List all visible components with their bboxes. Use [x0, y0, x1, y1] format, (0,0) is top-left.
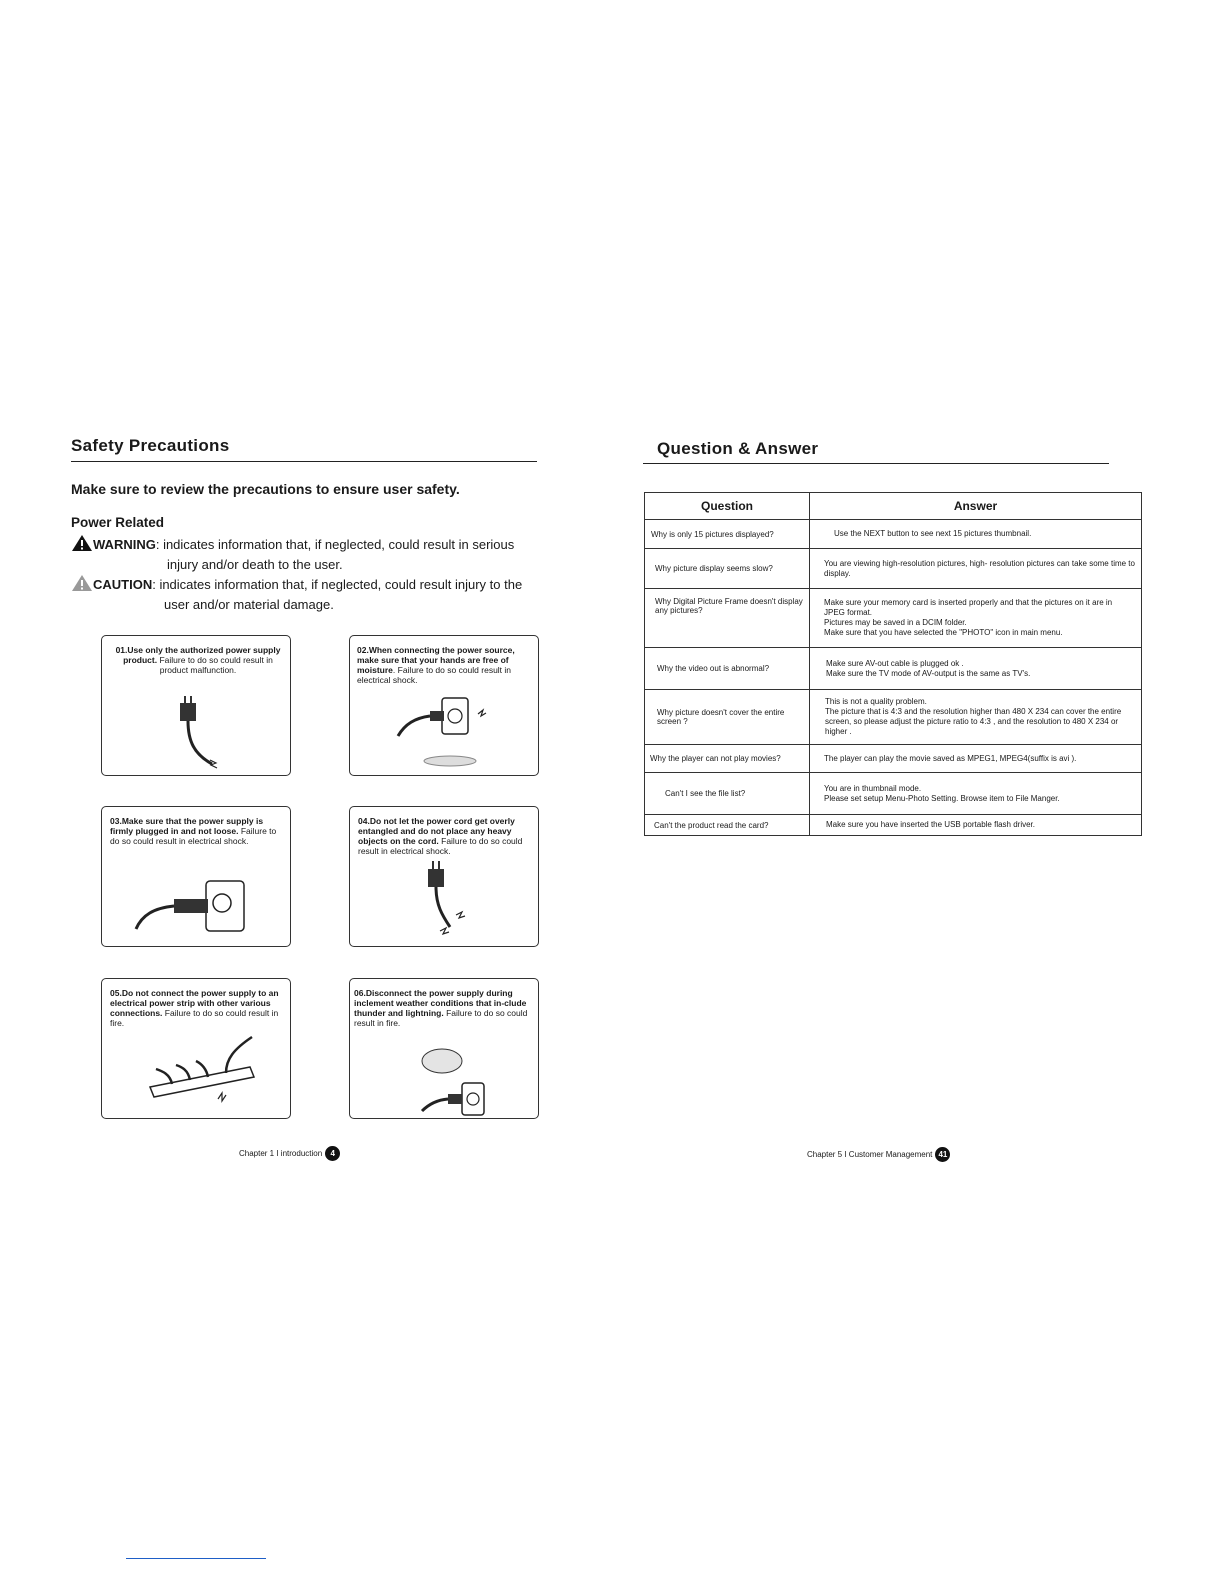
caution-label: CAUTION [93, 577, 153, 592]
safety-box-2 [349, 635, 539, 776]
safety-box-3 [101, 806, 291, 947]
answer-cell: Make sure AV-out cable is plugged ok . Make sure the TV mode of AV-output is the same as TV's. [810, 648, 1142, 690]
answer-cell: Use the NEXT button to see next 15 pictures thumbnail. [810, 520, 1142, 549]
box-1-rest: Failure to do so could result in product malfunction. [157, 655, 273, 675]
box-4-rest: Failure to do so could result in electrical shock. [358, 836, 523, 856]
warning-label: WARNING [93, 537, 156, 552]
question-cell: Why is only 15 pictures displayed? [645, 520, 810, 549]
table-row [645, 690, 1142, 745]
caution-line2: user and/or material damage. [164, 597, 334, 612]
right-page-number: 41 [935, 1147, 950, 1162]
box-3-lead: 03.Make sure that the power supply is firmly plugged in and not loose. [110, 816, 264, 836]
question-cell: Can't the product read the card? [645, 815, 810, 836]
left-page-number: 4 [325, 1146, 340, 1161]
box-1-lead: 01.Use only the authorized power supply product. [115, 645, 281, 665]
answer-cell: Make sure you have inserted the USB portable flash driver. [810, 815, 1142, 836]
warning-line1: : indicates information that, if neglected, could result in serious [155, 537, 515, 552]
right-page-title: Question & Answer [657, 439, 819, 458]
left-footer [239, 1146, 340, 1161]
subheading-power: Power Related [71, 515, 165, 530]
question-cell: Why the player can not play movies? [645, 745, 810, 773]
box-6-rest: Failure to do so could result in fire. [354, 1008, 528, 1028]
warning-line2: injury and/or death to the user. [167, 557, 343, 572]
question-cell: Why the video out is abnormal? [645, 648, 810, 690]
question-header: Question [645, 493, 810, 520]
table-row [645, 589, 1142, 648]
safety-box-5 [101, 978, 291, 1119]
question-cell: Why picture display seems slow? [645, 549, 810, 589]
answer-cell: Make sure your memory card is inserted properly and that the pictures on it are in JPEG format. Pictures may be saved in a DCIM folder. Make sure that you have selected the "PHOTO" icon in main menu. [810, 589, 1142, 648]
table-row [645, 745, 1142, 773]
left-footer-text: Chapter 1 I introduction [239, 1149, 323, 1158]
box-2-rest: . Failure to do so could result in electrical shock. [357, 665, 512, 685]
blue-underline [126, 1558, 266, 1559]
qa-header-row [645, 493, 1142, 520]
answer-header: Answer [810, 493, 1142, 520]
safety-box-4 [349, 806, 539, 947]
safety-box-1 [101, 635, 291, 776]
table-row [645, 773, 1142, 815]
safety-box-6 [349, 978, 539, 1119]
qa-table [644, 492, 1142, 836]
caution-icon [71, 574, 93, 592]
answer-cell: This is not a quality problem. The picture that is 4:3 and the resolution higher than 480 X 234 can cover the entire screen, so please adjust the picture ratio to 4:3 , and the resolution to 480 X 234 or higher . [810, 690, 1142, 745]
answer-cell: You are in thumbnail mode. Please set setup Menu-Photo Setting. Browse item to File Manger. [810, 773, 1142, 815]
right-footer-text: Chapter 5 I Customer Management [807, 1150, 933, 1159]
box-5-rest: Failure to do so could result in fire. [110, 1008, 279, 1028]
box-5-lead: 05.Do not connect the power supply to an electrical power strip with other various connections. [110, 988, 279, 1018]
question-cell: Why Digital Picture Frame doesn't display any pictures? [645, 589, 810, 648]
box-4-lead: 04.Do not let the power cord get overly entangled and do not place any heavy objects on the cord. [358, 816, 515, 846]
left-title-rule [71, 461, 537, 462]
right-footer [807, 1147, 950, 1162]
question-cell: Why picture doesn't cover the entire screen ? [645, 690, 810, 745]
table-row [645, 549, 1142, 589]
intro-text: Make sure to review the precautions to ensure user safety. [71, 481, 460, 497]
right-title-rule [643, 463, 1109, 464]
table-row [645, 815, 1142, 836]
left-page-title: Safety Precautions [71, 436, 230, 455]
caution-notice [71, 574, 571, 615]
box-3-rest: Failure to do so could result in electrical shock. [110, 826, 277, 846]
box-6-lead: 06.Disconnect the power supply during inclement weather conditions that in-clude thunder and lightning. [354, 988, 527, 1018]
answer-cell: The player can play the movie saved as MPEG1, MPEG4(suffix is avi ). [810, 745, 1142, 773]
table-row [645, 648, 1142, 690]
warning-icon [71, 534, 93, 552]
answer-cell: You are viewing high-resolution pictures, high- resolution pictures can take some time to display. [810, 549, 1142, 589]
question-cell: Can't I see the file list? [645, 773, 810, 815]
box-2-lead: 02.When connecting the power source, make sure that your hands are free of moisture [357, 645, 515, 675]
caution-line1: : indicates information that, if neglected, could result injury to the [152, 577, 523, 592]
warning-notice [71, 534, 571, 575]
table-row [645, 520, 1142, 549]
